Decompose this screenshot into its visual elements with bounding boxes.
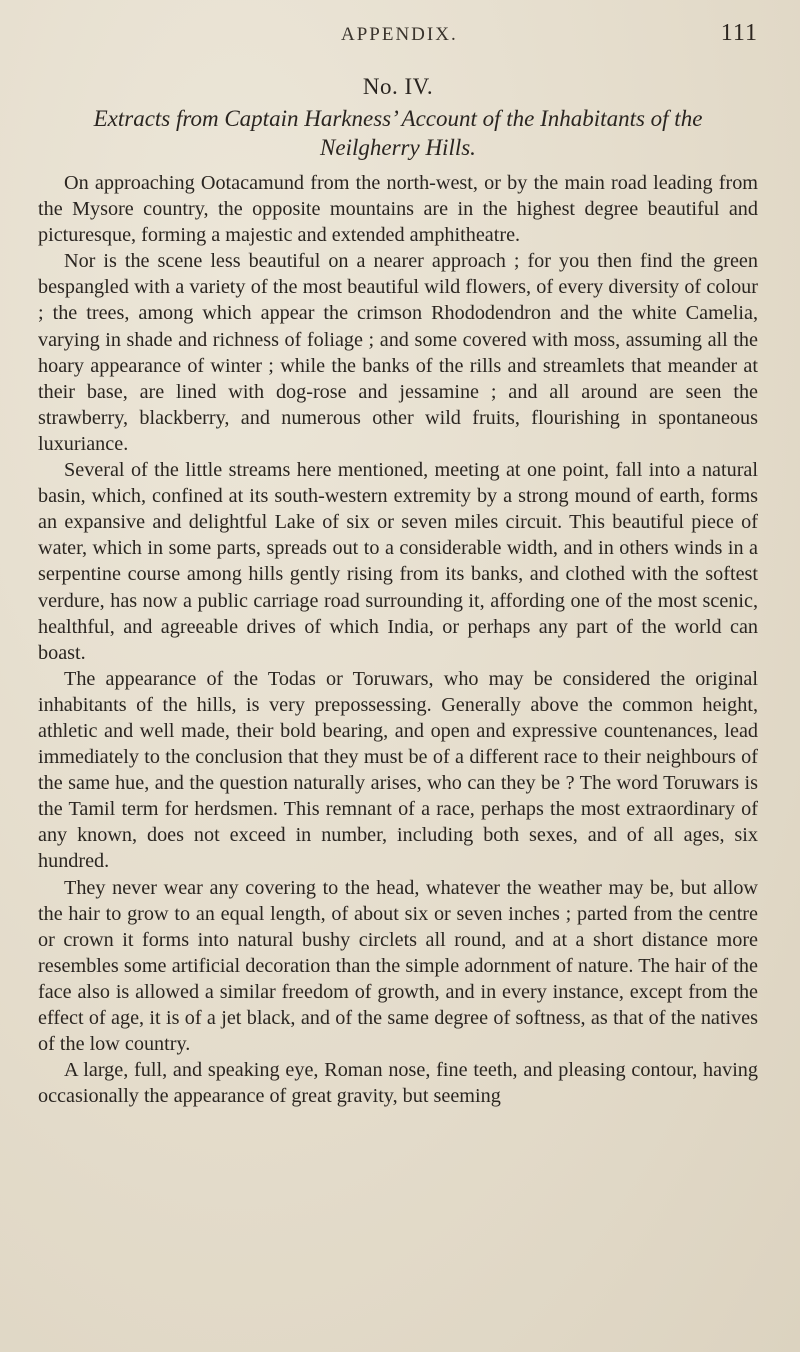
paragraph-lake: Several of the little streams here mentioned, meeting at one point, fall into a natural basin, which, confined at its south-western extremity by a strong mound of earth, forms an expansive and delightful Lake of six or seven miles circuit. This beautiful piece of water, which in some parts, spreads out to a considerable width, and in others winds in a serpentine course among hills gently rising from its banks, and clothed with the softest verdure, has now a public carriage road surrounding it, affording one of the most scenic, healthful, and agreeable drives of which India, or perhaps any part of the world can boast. — [38, 459, 758, 664]
section-number: No. IV. — [362, 74, 434, 99]
running-title: APPENDIX. — [341, 24, 458, 45]
page-number: 111 — [720, 20, 758, 46]
paragraph-approach: On approaching Ootacamund from the north-west, or by the main road leading from the Mysore country, the opposite mountains are in the highest degree beautiful and picturesque, forming a majestic and extended amphitheatre. — [38, 172, 758, 247]
paragraph-scene: Nor is the scene less beautiful on a nearer approach ; for you then find the green bespangled with a variety of the most beautiful wild flowers, of every diversity of colour ; the trees, among which appear the crimson Rhododendron and the white Camelia, varying in shade and richness of foliage ; and some covered with moss, assuming all the hoary appearance of winter ; while the banks of the rills and streamlets that meander at their base, are lined with dog-rose and jessamine ; and all around are seen the strawberry, blackberry, and numerous other wild fruits, flourishing in spontaneous luxuriance. — [38, 250, 758, 455]
paragraph-features: A large, full, and speaking eye, Roman nose, fine teeth, and pleasing contour, having occasionally the appearance of great gravity, but seeming — [38, 1059, 758, 1108]
running-head — [38, 0, 758, 60]
body-text — [38, 170, 758, 1109]
paragraph-todas: The appearance of the Todas or Toruwars, who may be considered the original inhabitants of the hills, is very prepossessing. Generally above the common height, athletic and well made, their bold bearing, and open and expressive countenances, lead immediately to the conclusion that they must be of a different race to their neighbours of the same hue, and the question naturally arises, who can they be ? The word Toruwars is the Tamil term for herdsmen. This remnant of a race, perhaps the most extraordinary of any known, does not exceed in number, including both sexes, and of all ages, six hundred. — [38, 667, 758, 873]
paragraph-hair: They never wear any covering to the head, whatever the weather may be, but allow the hair to grow to an equal length, of about six or seven inches ; parted from the centre or crown it forms into natural bushy circlets all round, and at a short distance more resembles some artificial decoration than the simple adornment of nature. The hair of the face also is allowed a similar freedom of growth, and in every instance, except from the effect of age, it is of a jet black, and of the same degree of softness, as that of the natives of the low country. — [38, 876, 758, 1056]
section-heading: Extracts from Captain Harkness’ Account of the Inhabitants of the Neilgherry Hills. — [93, 106, 703, 160]
